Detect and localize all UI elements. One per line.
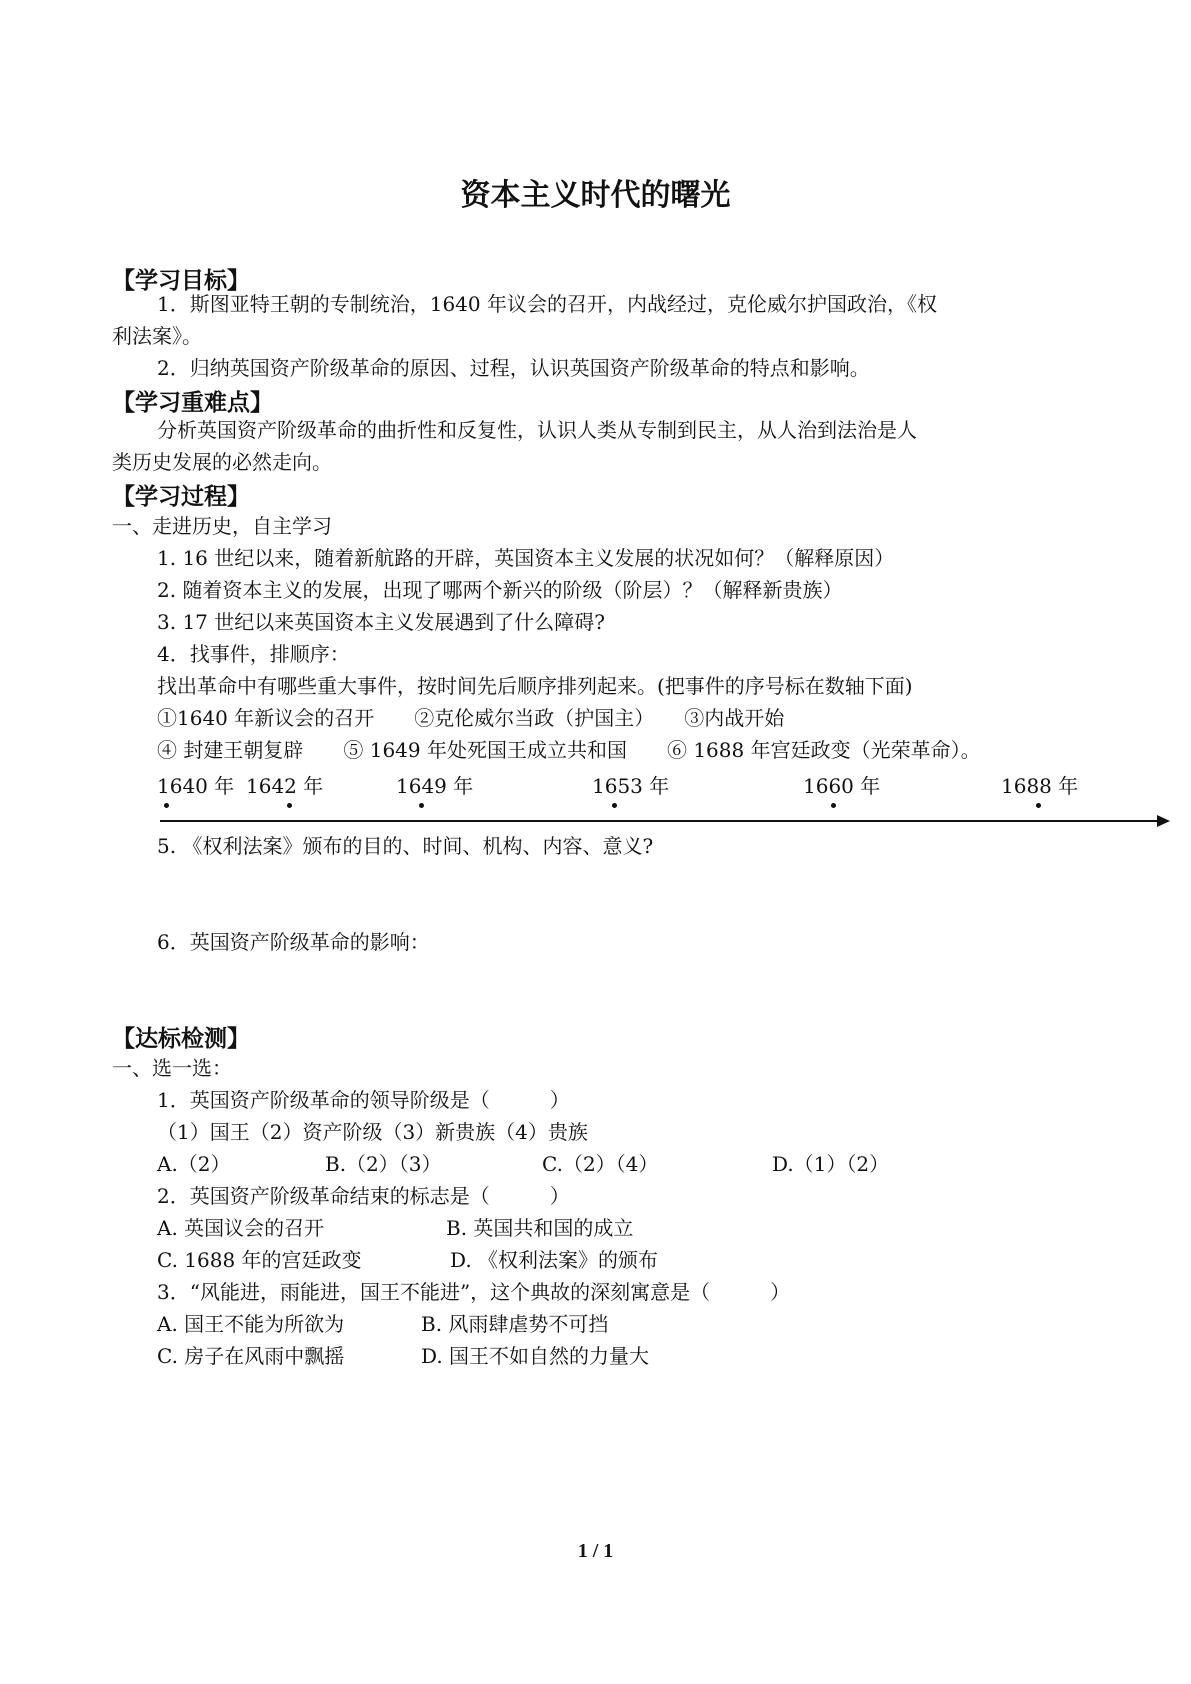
heading-assessment: 【达标检测】 [112,1026,250,1052]
timeline-label-1649: 1649 年 [396,774,474,798]
process-question-5: 5. 《权利法案》颁布的目的、时间、机构、内容、意义? [157,834,654,858]
process-question-4: 4．找事件，排顺序： [157,642,350,666]
q2-option-d: D. 《权利法案》的颁布 [450,1248,659,1272]
assessment-subheading: 一、选一选： [112,1056,232,1080]
timeline-axis [160,820,1160,822]
timeline-label-1653: 1653 年 [592,774,670,798]
q3-option-c: C. 房子在风雨中飘摇 [157,1344,345,1368]
heading-learning-goals: 【学习目标】 [112,268,250,294]
timeline-label-1640: 1640 年 [157,774,235,798]
q2-option-c: C. 1688 年的宫廷政变 [157,1248,362,1272]
timeline-dot [612,803,617,808]
timeline-label-1688: 1688 年 [1001,774,1079,798]
assessment-question-1-items: （1）国王（2）资产阶级（3）新贵族（4）贵族 [157,1120,588,1144]
q1-option-a: A.（2） [157,1152,231,1176]
key-points-line-1: 分析英国资产阶级革命的曲折性和反复性，认识人类从专制到民主，从人治到法治是人 [157,418,917,442]
timeline-dot [287,803,292,808]
goal-line-1: 1．斯图亚特王朝的专制统治，1640 年议会的召开，内战经过，克伦威尔护国政治，《权 [157,292,937,316]
key-points-line-2: 类历史发展的必然走向。 [112,450,332,474]
q3-option-b: B. 风雨肆虐势不可挡 [421,1312,609,1336]
events-line-1: ①1640 年新议会的召开 ②克伦威尔当政（护国主） ③内战开始 [157,706,785,730]
timeline-dot [831,803,836,808]
timeline-label-1642: 1642 年 [246,774,324,798]
process-question-3: 3. 17 世纪以来英国资本主义发展遇到了什么障碍? [157,610,605,634]
q2-option-b: B. 英国共和国的成立 [446,1216,634,1240]
heading-key-points: 【学习重难点】 [112,390,273,416]
assessment-question-2: 2．英国资产阶级革命结束的标志是（ ） [157,1184,570,1208]
goal-line-1-cont: 利法案》。 [112,324,202,348]
timeline-dot [164,803,169,808]
q1-option-b: B.（2）（3） [325,1152,442,1176]
page-number: 1 / 1 [577,1540,614,1562]
goal-line-2: 2．归纳英国资产阶级革命的原因、过程，认识英国资产阶级革命的特点和影响。 [157,356,870,380]
assessment-question-1: 1．英国资产阶级革命的领导阶级是（ ） [157,1088,570,1112]
timeline-dot [419,803,424,808]
process-question-4-instruction: 找出革命中有哪些重大事件，按时间先后顺序排列起来。(把事件的序号标在数轴下面) [157,674,913,698]
q3-option-d: D. 国王不如自然的力量大 [421,1344,650,1368]
events-line-2: ④ 封建王朝复辟 ⑤ 1649 年处死国王成立共和国 ⑥ 1688 年宫廷政变（光荣革命）。 [157,738,981,762]
process-question-6: 6．英国资产阶级革命的影响： [157,930,430,954]
assessment-question-3: 3．“风能进，雨能进，国王不能进”，这个典故的深刻寓意是（ ） [157,1280,791,1304]
q1-option-c: C.（2）（4） [542,1152,659,1176]
process-question-1: 1. 16 世纪以来，随着新航路的开辟，英国资本主义发展的状况如何？（解释原因） [157,546,895,570]
page-title: 资本主义时代的曙光 [460,178,731,213]
timeline-label-1660: 1660 年 [803,774,881,798]
process-question-2: 2. 随着资本主义的发展，出现了哪两个新兴的阶级（阶层）？（解释新贵族） [157,578,843,602]
q1-option-d: D.（1）（2） [772,1152,890,1176]
q3-option-a: A. 国王不能为所欲为 [157,1312,345,1336]
process-subheading: 一、走进历史，自主学习 [112,514,332,538]
timeline-dot [1036,803,1041,808]
arrow-right-icon [1157,815,1170,827]
heading-learning-process: 【学习过程】 [112,484,250,510]
q2-option-a: A. 英国议会的召开 [157,1216,325,1240]
